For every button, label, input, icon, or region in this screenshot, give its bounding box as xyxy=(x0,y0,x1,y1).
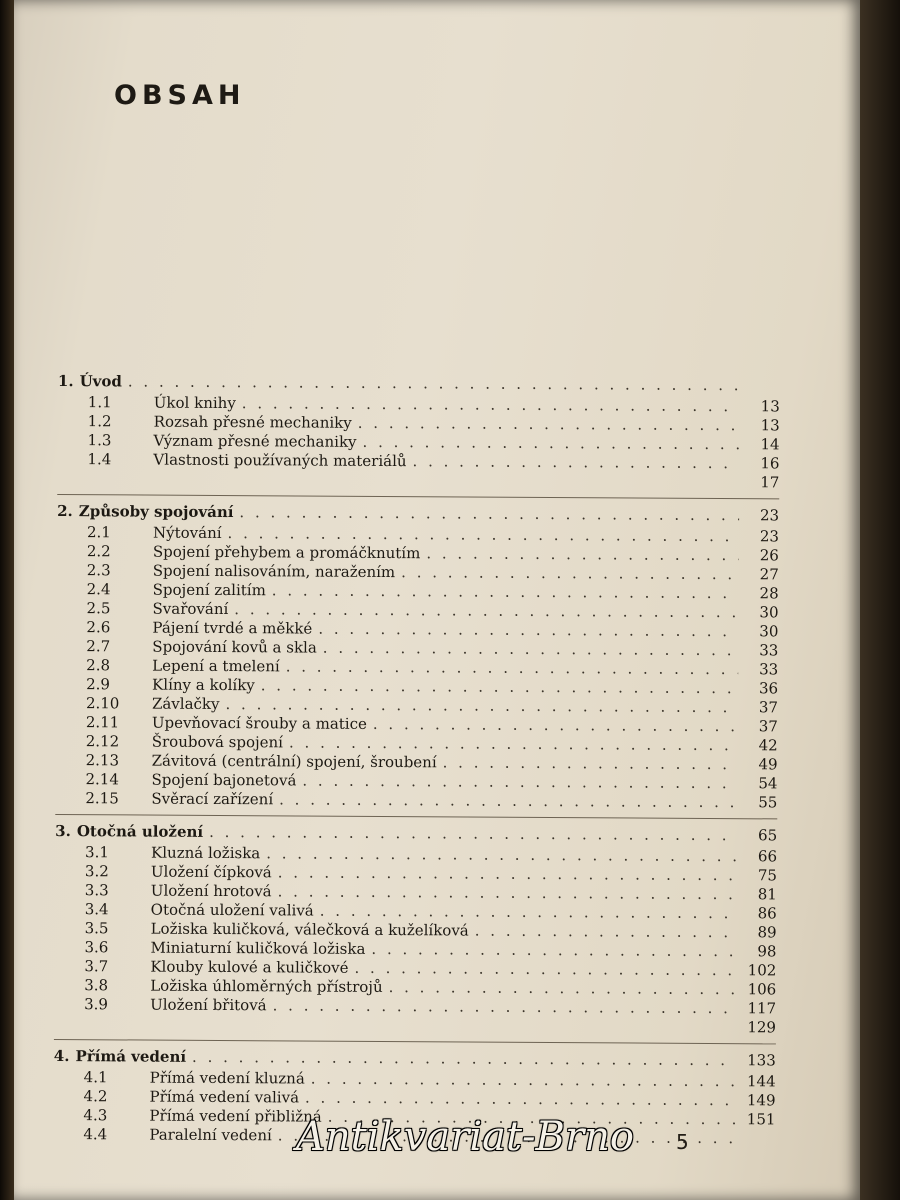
dot-leader xyxy=(363,433,740,454)
page-edge xyxy=(860,0,900,1200)
chapter-row xyxy=(55,822,777,845)
dot-leader xyxy=(373,715,738,736)
entry-page: 27 xyxy=(759,565,779,584)
book-gutter xyxy=(0,0,14,1200)
entry-page: 144 xyxy=(746,1072,776,1091)
entry-title: Paralelní vedení xyxy=(149,1125,272,1145)
entry-title: Uložení čípková xyxy=(150,862,272,882)
contents-heading: OBSAH xyxy=(114,80,246,111)
divider xyxy=(54,1039,776,1044)
dot-leader xyxy=(209,823,737,845)
entry-title: Spojování kovů a skla xyxy=(152,637,317,657)
page-number: 5 xyxy=(676,1130,689,1154)
entry-title: Klíny a kolíky xyxy=(152,675,255,695)
entry-title: Spojení bajonetová xyxy=(151,770,297,790)
entry-number: 4.4 xyxy=(83,1125,108,1144)
entry-title: Význam přesné mechaniky xyxy=(153,431,357,451)
chapter-row xyxy=(58,372,780,395)
entry-page: 13 xyxy=(760,416,780,435)
chapter-number: 4. xyxy=(53,1046,70,1066)
chapter-title: Přímá vedení xyxy=(75,1047,187,1066)
entry-number: 3.4 xyxy=(84,900,109,919)
entry-title: Klouby kulové a kuličkové xyxy=(150,957,349,977)
entry-title: Svařování xyxy=(152,599,229,619)
entry-number: 2.6 xyxy=(86,618,111,637)
entry-title: Ložiska kuličková, válečková a kuželíková xyxy=(150,919,469,940)
entry-number: 2.4 xyxy=(86,580,111,599)
dot-leader xyxy=(311,1070,736,1092)
entry-page: 117 xyxy=(747,999,777,1018)
entry-page: 106 xyxy=(747,980,777,999)
chapter-number: 3. xyxy=(55,821,71,841)
entry-title: Otočná uložení valivá xyxy=(150,900,314,920)
entry-page: 55 xyxy=(758,793,778,812)
trailing-page: 129 xyxy=(747,1018,777,1037)
entry-number: 3.9 xyxy=(84,995,109,1014)
entry-number: 1.4 xyxy=(87,450,112,469)
table-of-contents xyxy=(53,372,780,1154)
chapter-page: 23 xyxy=(759,506,780,525)
entry-page: 89 xyxy=(757,923,777,942)
trailing-page: 17 xyxy=(760,473,780,492)
chapter-number: 2. xyxy=(57,501,73,521)
dot-leader xyxy=(413,452,740,473)
entry-title: Svěrací zařízení xyxy=(151,789,274,809)
entry-title: Závlačky xyxy=(151,694,220,713)
entry-title: Lepení a tmelení xyxy=(152,656,280,676)
entry-title: Úkol knihy xyxy=(153,393,236,413)
dot-leader xyxy=(128,372,740,395)
entry-title: Spojení zalitím xyxy=(152,580,266,600)
entry-number: 2.12 xyxy=(85,732,120,751)
entry-number: 3.7 xyxy=(84,957,109,976)
entry-title: Uložení hrotová xyxy=(150,881,272,901)
chapter-page: 133 xyxy=(747,1051,776,1070)
entry-number: 1.3 xyxy=(87,431,112,450)
entry-page: 98 xyxy=(757,942,777,961)
dot-leader xyxy=(426,544,739,565)
entry-number: 3.6 xyxy=(84,938,109,957)
dot-leader xyxy=(192,1048,736,1070)
entry-number: 4.3 xyxy=(83,1106,108,1125)
dot-leader xyxy=(371,940,736,961)
entry-page: 33 xyxy=(759,660,779,679)
entry-page: 151 xyxy=(746,1110,776,1129)
dot-leader xyxy=(320,902,737,924)
dot-leader xyxy=(475,922,737,943)
entry-number: 2.10 xyxy=(85,694,120,713)
entry-number: 3.2 xyxy=(84,862,109,881)
entry-number: 2.9 xyxy=(86,675,111,694)
entry-page: 26 xyxy=(759,546,779,565)
toc-entry xyxy=(55,789,777,812)
dot-leader xyxy=(389,978,737,999)
entry-number: 2.1 xyxy=(86,523,111,542)
entry-title: Rozsah přesné mechaniky xyxy=(153,412,352,432)
entry-page: 14 xyxy=(760,435,780,454)
entry-number: 2.8 xyxy=(86,656,111,675)
entry-title: Uložení břitová xyxy=(150,995,267,1015)
entry-title: Závitová (centrální) spojení, šroubení xyxy=(151,751,437,772)
entry-page: 37 xyxy=(758,717,778,736)
entry-title: Přímá vedení kluzná xyxy=(149,1068,305,1088)
entry-page: 75 xyxy=(757,866,777,885)
chapter-row xyxy=(57,502,779,525)
entry-number: 3.8 xyxy=(84,976,109,995)
entry-page: 30 xyxy=(759,603,779,622)
entry-title: Přímá vedení valivá xyxy=(149,1087,300,1107)
toc-chapter-1 xyxy=(57,372,780,492)
dot-leader xyxy=(318,620,738,642)
entry-title: Miniaturní kuličková ložiska xyxy=(150,938,366,958)
entry-number: 1.2 xyxy=(87,412,112,431)
entry-title: Přímá vedení přibližná xyxy=(149,1106,322,1126)
entry-page: 81 xyxy=(757,885,777,904)
divider xyxy=(57,494,779,499)
entry-number: 3.5 xyxy=(84,919,109,938)
entry-title: Ložiska úhloměrných přístrojů xyxy=(150,976,383,996)
entry-number: 2.7 xyxy=(86,637,111,656)
dot-leader xyxy=(323,639,739,661)
divider xyxy=(55,814,777,819)
watermark-text: Antikvariat-Brno xyxy=(296,1114,634,1160)
entry-page: 42 xyxy=(758,736,778,755)
dot-leader xyxy=(401,563,739,584)
entry-number: 2.2 xyxy=(86,542,111,561)
entry-page: 37 xyxy=(758,698,779,717)
entry-page: 13 xyxy=(760,397,780,416)
entry-page: 36 xyxy=(758,679,779,698)
entry-title: Spojení přehybem a promáčknutím xyxy=(152,542,421,563)
chapter-title: Úvod xyxy=(79,372,122,391)
chapter-title: Otočná uložení xyxy=(76,822,204,841)
chapter-number: 1. xyxy=(57,372,74,391)
entry-title: Upevňovací šrouby a matice xyxy=(151,713,367,733)
entry-number: 3.1 xyxy=(85,843,109,862)
entry-page: 102 xyxy=(747,961,777,980)
entry-number: 2.11 xyxy=(85,713,120,732)
entry-number: 4.1 xyxy=(83,1068,108,1087)
entry-page: 66 xyxy=(757,847,778,866)
dot-leader xyxy=(443,753,738,774)
chapter-page: 65 xyxy=(758,826,778,845)
entry-page: 86 xyxy=(757,904,777,923)
dot-leader xyxy=(358,414,740,435)
entry-page: 16 xyxy=(760,454,780,473)
entry-title: Pájení tvrdé a měkké xyxy=(152,618,313,638)
entry-page: 33 xyxy=(759,641,779,660)
entry-page: 54 xyxy=(758,774,778,793)
chapter-title: Způsoby spojování xyxy=(78,502,234,522)
dot-leader xyxy=(279,790,737,812)
entry-page: 30 xyxy=(759,622,779,641)
entry-number: 2.5 xyxy=(86,599,111,618)
entry-number: 2.15 xyxy=(85,789,119,808)
entry-page: 149 xyxy=(746,1091,776,1110)
entry-number: 1.1 xyxy=(87,393,112,412)
entry-number: 3.3 xyxy=(84,881,109,900)
entry-title: Spojení nalisováním, naražením xyxy=(152,561,396,582)
dot-leader xyxy=(239,503,739,525)
entry-title: Vlastnosti používaných materiálů xyxy=(153,450,407,471)
entry-number: 2.13 xyxy=(85,751,120,770)
entry-number: 2.3 xyxy=(86,561,111,580)
chapter-row xyxy=(54,1047,776,1070)
dot-leader xyxy=(354,959,736,980)
dot-leader xyxy=(273,996,737,1018)
entry-title: Šroubová spojení xyxy=(151,732,284,752)
entry-title: Nýtování xyxy=(152,523,222,543)
entry-page: 28 xyxy=(759,584,779,603)
entry-page: 49 xyxy=(758,755,778,774)
dot-leader xyxy=(305,1089,736,1111)
entry-page: 23 xyxy=(759,527,780,546)
toc-chapter-3 xyxy=(54,822,777,1037)
entry-title: Kluzná ložiska xyxy=(151,843,261,863)
toc-chapter-2 xyxy=(55,502,779,812)
entry-number: 4.2 xyxy=(83,1087,108,1106)
entry-number: 2.14 xyxy=(85,770,119,789)
